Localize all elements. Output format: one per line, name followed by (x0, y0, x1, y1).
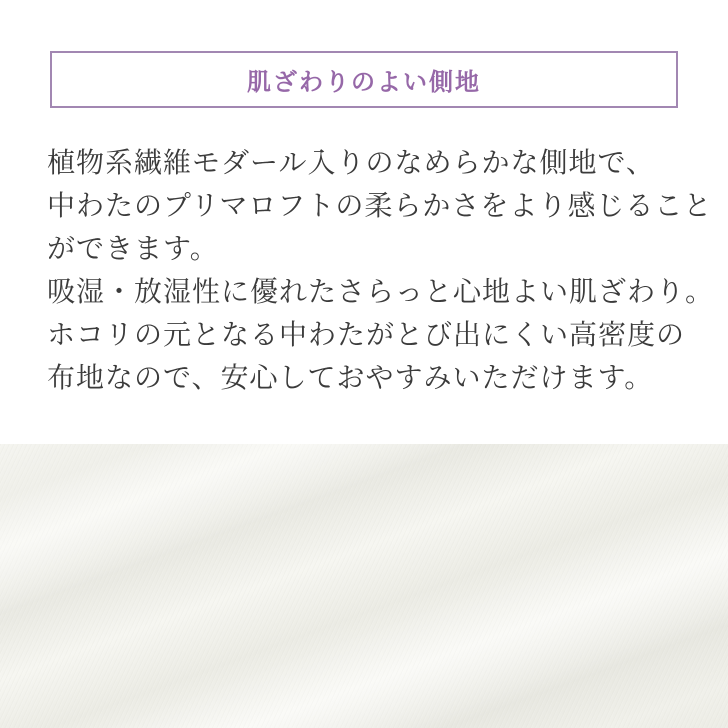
fabric-fold-highlights (0, 444, 728, 728)
section-title: 肌ざわりのよい側地 (247, 69, 481, 96)
fabric-texture-photo (0, 444, 728, 728)
description-line: ホコリの元となる中わたがとび出にくい高密度の (47, 319, 686, 350)
description-line: 布地なので、安心しておやすみいただけます。 (47, 362, 654, 393)
description-line: 植物系繊維モダール入りのなめらかな側地で、 (47, 147, 655, 178)
description-line: 吸湿・放湿性に優れたさらっと心地よい肌ざわり。 (47, 276, 715, 307)
description-line: 中わたのプリマロフトの柔らかさをより感じること (47, 190, 713, 221)
section-title-box (50, 51, 678, 108)
description-text-block (47, 141, 715, 399)
description-line: ができます。 (47, 233, 219, 264)
